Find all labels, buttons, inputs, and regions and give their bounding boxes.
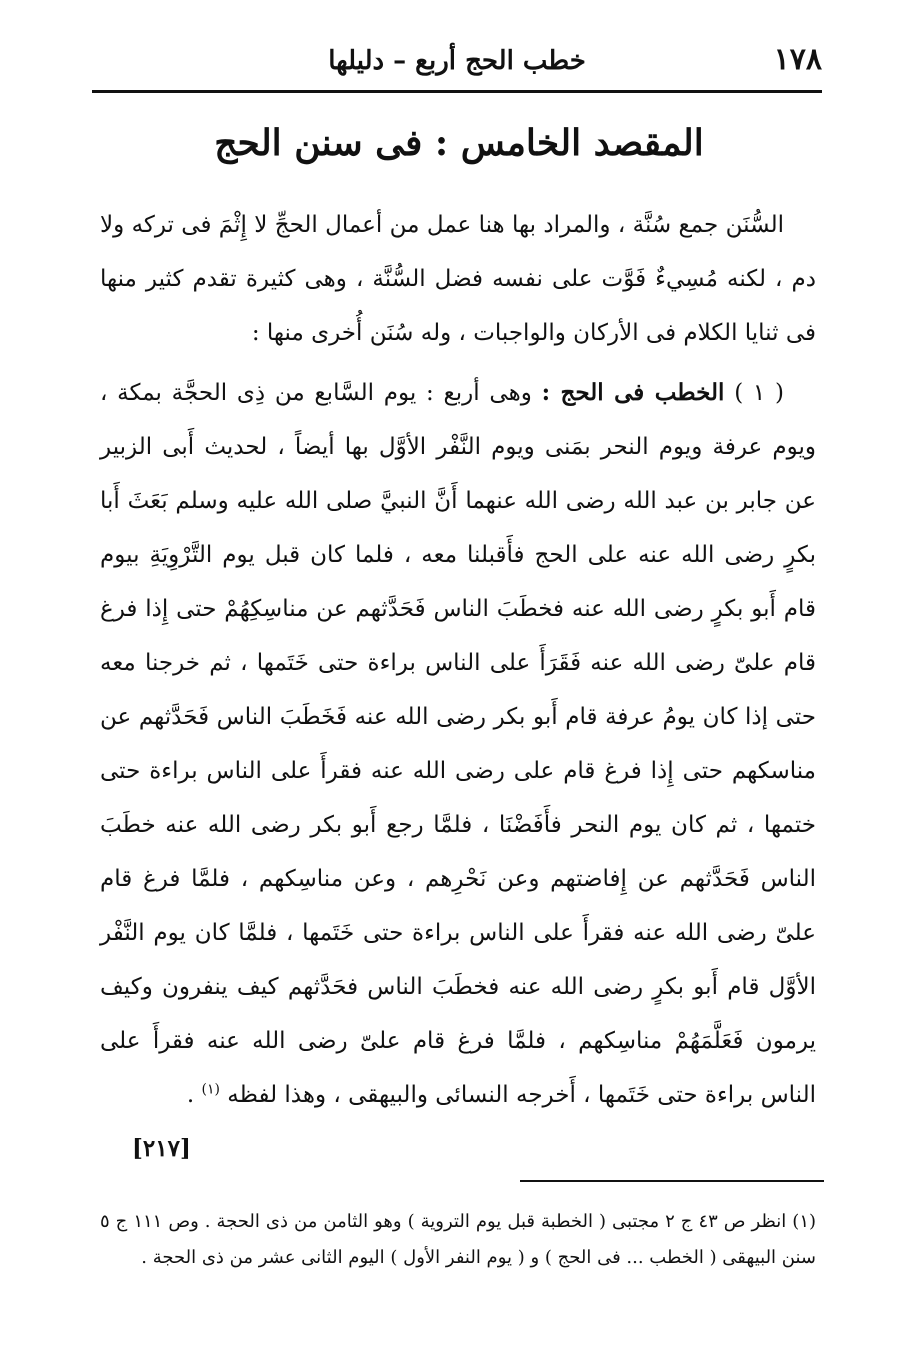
item-paragraph [100, 366, 816, 1162]
body-text [100, 198, 816, 1176]
running-title: خطب الحج أربع – دليلها [328, 46, 586, 76]
footnotes [100, 1204, 816, 1276]
intro-paragraph: السُّنَن جمع سُنَّة ، والمراد بها هنا عمل من أعمال الحجِّ لا إِثْمَ فى تركه ولا دم ، لكنه مُسِيءٌ فَوَّت على نفسه فضل السُّنَّة ، وهى كثيرة تقدم كثير منها فى ثنايا الكلام فى الأركان والواجبات ، وله سُنَن أُخرى منها : [100, 212, 816, 346]
section-title: المقصد الخامس : فى سنن الحج [214, 122, 704, 164]
item-text: وهى أربع : يوم السَّابع من ذِى الحجَّة بمكة ، ويوم عرفة ويوم النحر بمَنى ويوم النَّفْر الأوَّل بها أيضاً ، لحديث أَبى الزبير عن جابر بن عبد الله رضى الله عنهما أَنَّ النبيَّ صلى الله عليه وسلم بَعَثَ أَبا بكرٍ رضى الله عنه على الحج فأَقبلنا معه ، فلما كان قبل يوم التَّرْوِيَةِ بيوم قام أَبو بكرٍ رضى الله عنه فخطَبَ الناس فَحَدَّثهم عن مناسِكِهُمْ حتى إِذا فرغ قام علىّ رضى الله عنه فَقَرَأَ على الناس براءة حتى خَتَمها ، ثم خرجنا معه حتى إذا كان يومُ عرفة قام أَبو بكر رضى الله عنه فَخَطَبَ الناس فَحَدَّثهم عن مناسكهم حتى إِذا فرغ قام على رضى الله عنه فقرأَ على الناس براءة حتى ختمها ، ثم كان يوم النحر فأَفَضْنَا ، فلمَّا رجع أَبو بكر رضى الله عنه خطَبَ الناس فَحَدَّثهم عن إِفاضتهم وعن نَحْرِهم ، وعن مناسِكهم ، فلمَّا فرغ قام علىّ رضى الله عنه فقرأَ على الناس براءة حتى خَتَمها ، فلمَّا كان يوم النَّفْر الأوَّل قام أَبو بكرٍ رضى الله عنه فخطَبَ الناس فحَدَّثهم كيف ينفرون وكيف يرمون فَعَلَّمَهُمْ مناسِكهم ، فلمَّا فرغ قام علىّ رضى الله عنه فقرأَ على الناس براءة حتى خَتَمها ، أَخرجه النسائى والبيهقى ، وهذا لفظه [100, 380, 816, 1108]
item-number: ( ١ ) [734, 380, 785, 406]
page-number: ١٧٨ [773, 42, 822, 77]
footnote-divider [520, 1180, 824, 1182]
item-end-mark: . [186, 1082, 195, 1108]
running-header [92, 40, 822, 93]
hadith-number: [٢١٧] [132, 1135, 191, 1162]
item-heading: الخطب فى الحج : [541, 379, 725, 406]
footnote-1: (١) انظر ص ٤٣ ج ٢ مجتبى ( الخطبة قبل يوم التروية ) وهو الثامن من ذى الحجة . وص ١١١ ج ٥ سنن البيهقى ( الخطب ... فى الحج ) و ( يوم النفر الأول ) اليوم الثانى عشر من ذى الحجة . [100, 1211, 817, 1268]
footnote-reference: (١) [201, 1081, 220, 1098]
